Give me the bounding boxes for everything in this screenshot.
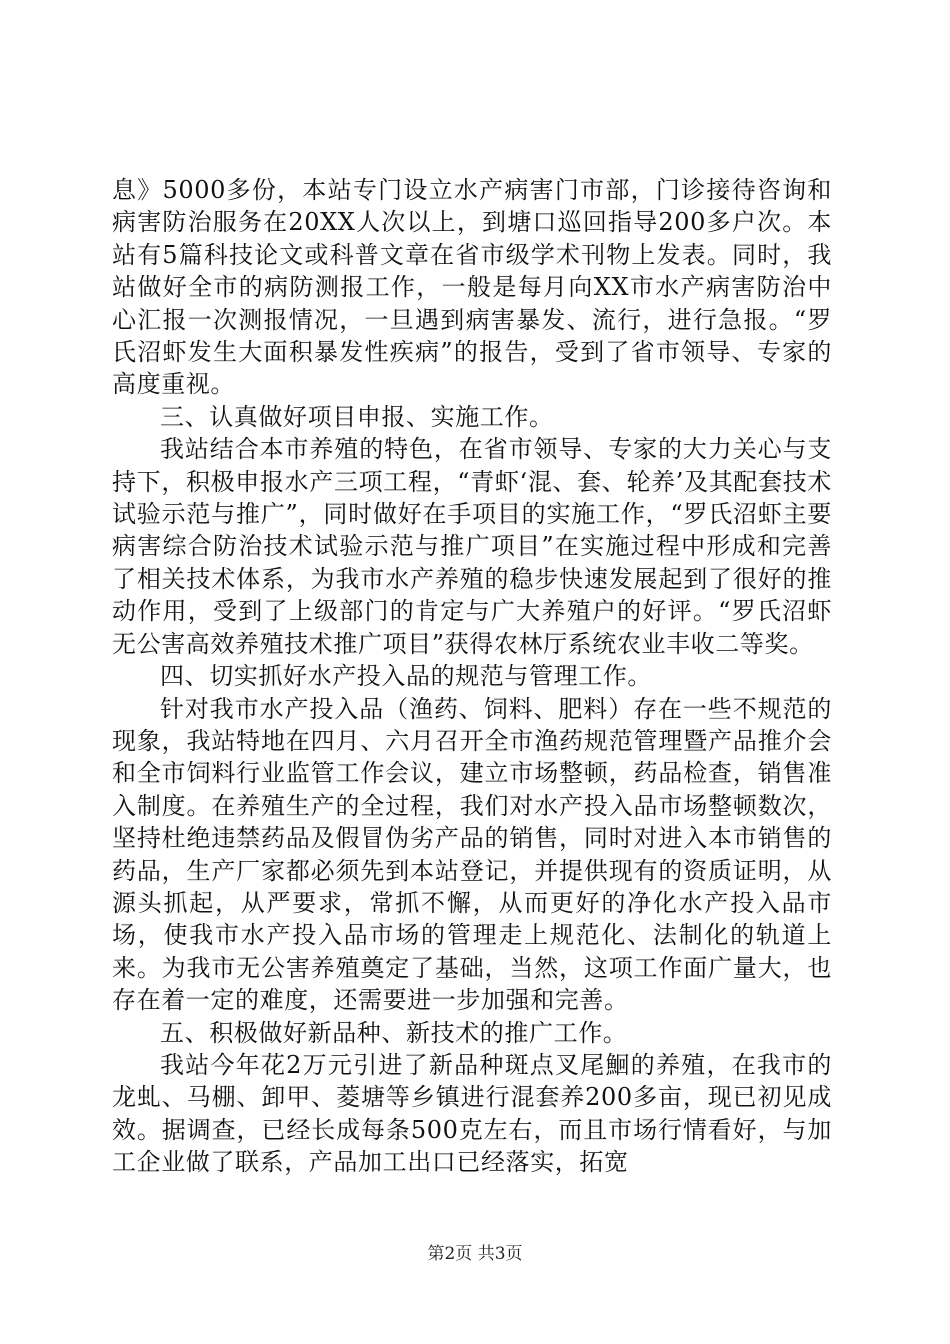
section-heading-4: 四、切实抓好水产投入品的规范与管理工作。	[160, 662, 652, 691]
paragraph-continued: 息》5000多份，本站专门设立水产病害门市部，门诊接待咨询和病害防治服务在20XX人次以上，到塘口巡回指导200多户次。本站有5篇科技论文或科普文章在省市级学术刊物上发表。同时，我站做好全市的病防测报工作，一般是每月向XX市水产病害防治中心汇报一次测报情况，一旦遇到病害暴发、流行，进行急报。“罗氏沼虾发生大面积暴发性疾病”的报告，受到了省市领导、专家的高度重视。	[112, 176, 832, 399]
section-heading-3: 三、认真做好项目申报、实施工作。	[160, 402, 554, 431]
document-body	[112, 174, 832, 1179]
paragraph-project: 我站结合本市养殖的特色，在省市领导、专家的大力关心与支持下，积极申报水产三项工程，“青虾‘混、套、轮养’及其配套技术试验示范与推广”，同时做好在手项目的实施工作，“罗氏沼虾主要病害综合防治技术试验示范与推广项目”在实施过程中形成和完善了相关技术体系，为我市水产养殖的稳步快速发展起到了很好的推动作用，受到了上级部门的肯定与广大养殖户的好评。“罗氏沼虾无公害高效养殖技术推广项目”获得农林厅系统农业丰收二等奖。	[112, 435, 832, 658]
paragraph-inputs: 针对我市水产投入品（渔药、饲料、肥料）存在一些不规范的现象，我站特地在四月、六月召开全市渔药规范管理暨产品推介会和全市饲料行业监管工作会议，建立市场整顿，药品检查，销售准入制度。在养殖生产的全过程，我们对水产投入品市场整顿数次，坚持杜绝违禁药品及假冒伪劣产品的销售，同时对进入本市销售的药品，生产厂家都必须先到本站登记，并提供现有的资质证明，从源头抓起，从严要求，常抓不懈，从而更好的净化水产投入品市场，使我市水产投入品市场的管理走上规范化、法制化的轨道上来。为我市无公害养殖奠定了基础，当然，这项工作面广量大，也存在着一定的难度，还需要进一步加强和完善。	[112, 694, 832, 1015]
page-number-footer: 第2页 共3页	[427, 1244, 523, 1264]
section-heading-5: 五、积极做好新品种、新技术的推广工作。	[160, 1018, 628, 1047]
paragraph-new-species: 我站今年花2万元引进了新品种斑点叉尾鮰的养殖，在我市的龙虬、马棚、卸甲、菱塘等乡镇进行混套养200多亩，现已初见成效。据调查，已经长成每条500克左右，而且市场行情看好，与加工企业做了联系，产品加工出口已经落实，拓宽	[112, 1050, 832, 1177]
